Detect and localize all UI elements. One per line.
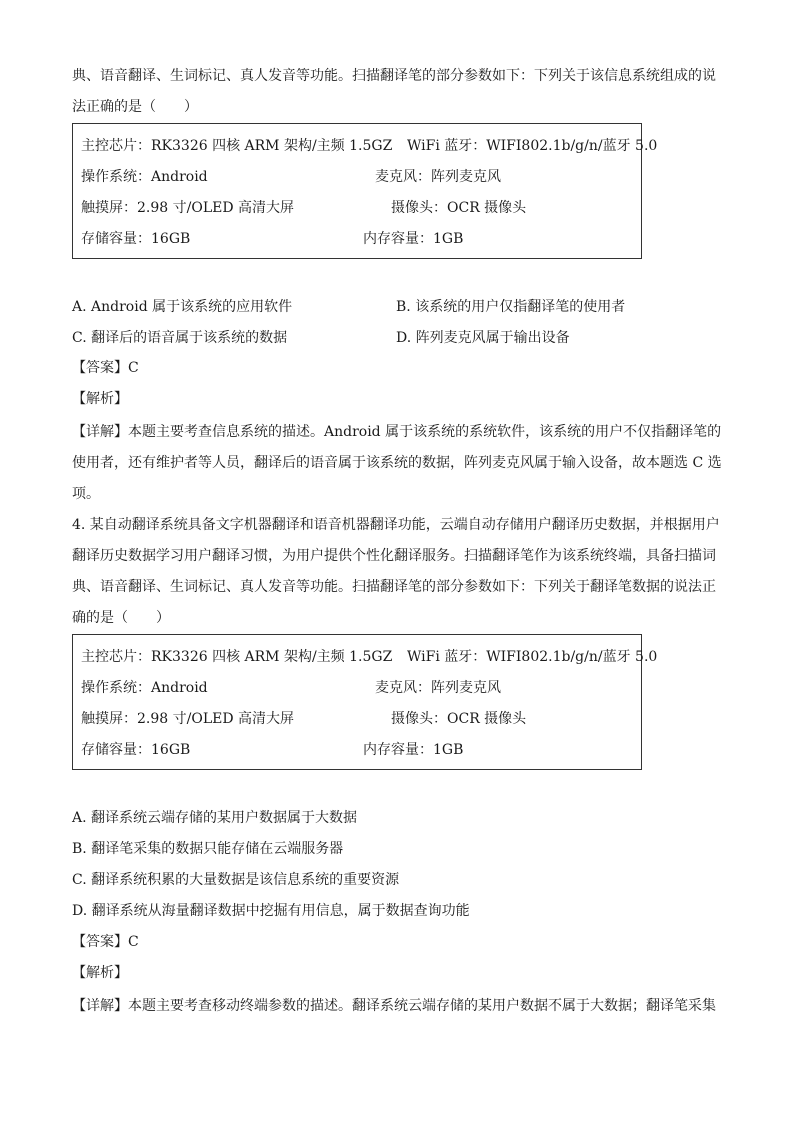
detail-text-line: 使用者，还有维护者等人员，翻译后的语音属于该系统的数据，阵列麦克风属于输入设备，故本题选 C 选 — [72, 455, 722, 471]
param-os: 操作系统：Android — [81, 680, 208, 696]
detail-text-line: 项。 — [72, 486, 100, 502]
question-text-line: 确的是（ ） — [72, 610, 170, 626]
param-storage: 存储容量：16GB — [81, 231, 191, 247]
param-screen: 触摸屏：2.98 寸/OLED 高清大屏 — [81, 200, 295, 216]
parameter-table — [72, 123, 658, 259]
analysis-label: 【解析】 — [72, 391, 128, 407]
detail-text-line: 【详解】本题主要考查信息系统的描述。Android 属于该系统的系统软件，该系统的用户不仅指翻译笔的 — [72, 424, 722, 440]
analysis-label: 【解析】 — [72, 965, 128, 981]
option-c: C. 翻译后的语音属于该系统的数据 — [72, 330, 288, 346]
option-d: D. 翻译系统从海量翻译数据中挖掘有用信息，属于数据查询功能 — [72, 903, 470, 919]
param-os: 操作系统：Android — [81, 169, 208, 185]
question-text-line: 4. 某自动翻译系统具备文字机器翻译和语音机器翻译功能，云端自动存储用户翻译历史数据，并根据用户 — [72, 517, 720, 533]
question-text-line: 法正确的是（ ） — [72, 99, 198, 115]
param-chip: 主控芯片：RK3326 四核 ARM 架构/主频 1.5GZ — [81, 138, 393, 154]
parameter-table — [72, 634, 658, 770]
param-chip: 主控芯片：RK3326 四核 ARM 架构/主频 1.5GZ — [81, 649, 393, 665]
question-text-line: 典、语音翻译、生词标记、真人发音等功能。扫描翻译笔的部分参数如下：下列关于翻译笔数据的说法正 — [72, 579, 716, 595]
param-camera: 摄像头：OCR 摄像头 — [391, 200, 527, 216]
answer-label: 【答案】C — [72, 360, 139, 376]
param-mic: 麦克风：阵列麦克风 — [375, 680, 501, 696]
param-wifi: WiFi 蓝牙：WIFI802.1b/g/n/蓝牙 5.0 — [407, 649, 658, 665]
param-screen: 触摸屏：2.98 寸/OLED 高清大屏 — [81, 711, 295, 727]
param-mic: 麦克风：阵列麦克风 — [375, 169, 501, 185]
option-a: A. Android 属于该系统的应用软件 — [72, 299, 293, 315]
param-memory: 内存容量：1GB — [363, 231, 464, 247]
param-wifi: WiFi 蓝牙：WIFI802.1b/g/n/蓝牙 5.0 — [407, 138, 658, 154]
option-b: B. 该系统的用户仅指翻译笔的使用者 — [396, 299, 626, 315]
question-text-line: 翻译历史数据学习用户翻译习惯，为用户提供个性化翻译服务。扫描翻译笔作为该系统终端，具备扫描词 — [72, 548, 716, 564]
answer-label: 【答案】C — [72, 934, 139, 950]
detail-text-line: 【详解】本题主要考查移动终端参数的描述。翻译系统云端存储的某用户数据不属于大数据；翻译笔采集 — [72, 998, 716, 1014]
param-camera: 摄像头：OCR 摄像头 — [391, 711, 527, 727]
option-a: A. 翻译系统云端存储的某用户数据属于大数据 — [72, 810, 358, 826]
option-b: B. 翻译笔采集的数据只能存储在云端服务器 — [72, 841, 344, 857]
param-storage: 存储容量：16GB — [81, 742, 191, 758]
question-text-line: 典、语音翻译、生词标记、真人发音等功能。扫描翻译笔的部分参数如下：下列关于该信息系统组成的说 — [72, 68, 716, 84]
option-d: D. 阵列麦克风属于输出设备 — [396, 330, 570, 346]
param-memory: 内存容量：1GB — [363, 742, 464, 758]
option-c: C. 翻译系统积累的大量数据是该信息系统的重要资源 — [72, 872, 400, 888]
